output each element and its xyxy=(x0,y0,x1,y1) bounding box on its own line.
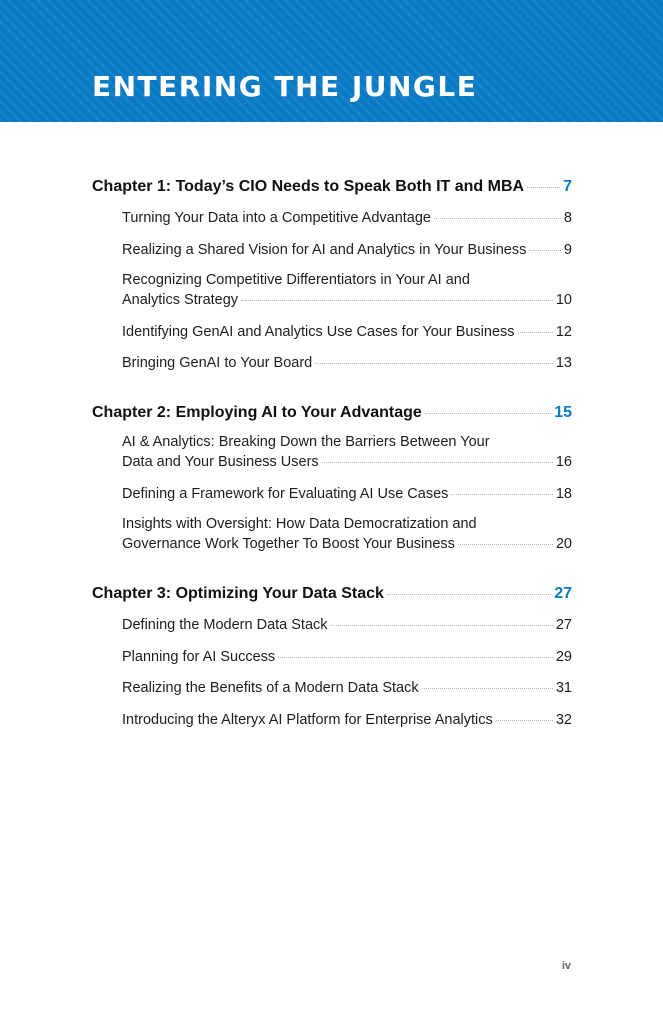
entry-title: Realizing a Shared Vision for AI and Analytics in Your Business xyxy=(122,242,527,258)
dot-leader xyxy=(496,720,553,721)
toc-entry[interactable] xyxy=(92,710,572,730)
entry-page-number: 10 xyxy=(555,292,572,308)
entry-title: Defining a Framework for Evaluating AI Use Cases xyxy=(122,486,449,502)
entry-title: Governance Work Together To Boost Your Business xyxy=(122,536,455,552)
entry-title: Realizing the Benefits of a Modern Data Stack xyxy=(122,680,419,696)
toc-entry[interactable] xyxy=(92,432,572,472)
toc-entry[interactable] xyxy=(92,647,572,667)
header-banner xyxy=(0,0,663,122)
entry-page-number: 8 xyxy=(563,210,572,226)
entry-page-number: 16 xyxy=(555,454,572,470)
page-folio: iv xyxy=(561,960,571,972)
entry-title-line: Insights with Oversight: How Data Democratization and xyxy=(122,516,477,532)
toc-entry[interactable] xyxy=(92,514,572,554)
toc-entry[interactable] xyxy=(92,615,572,635)
chapter-page-number: 15 xyxy=(554,404,572,421)
entry-page-number: 9 xyxy=(563,242,572,258)
toc-chapter-2[interactable] xyxy=(92,404,572,422)
entry-page-number: 27 xyxy=(555,617,572,633)
dot-leader xyxy=(527,187,560,188)
entry-title: Data and Your Business Users xyxy=(122,454,319,470)
dot-leader xyxy=(451,494,552,495)
chapter-title: Chapter 1: Today’s CIO Needs to Speak Both IT and MBA xyxy=(92,178,525,195)
entry-title-line: Recognizing Competitive Differentiators in Your AI and xyxy=(122,272,470,288)
chapter-title: Chapter 2: Employing AI to Your Advantage xyxy=(92,404,422,421)
toc-chapter-1[interactable] xyxy=(92,178,572,196)
chapter-page-number: 27 xyxy=(554,585,572,602)
entry-title: Introducing the Alteryx AI Platform for Enterprise Analytics xyxy=(122,712,493,728)
toc-entry[interactable] xyxy=(92,240,572,260)
toc-entry[interactable] xyxy=(92,353,572,373)
page-title: ENTERING THE JUNGLE xyxy=(92,70,478,103)
entry-page-number: 18 xyxy=(555,486,572,502)
dot-leader xyxy=(315,363,553,364)
entry-page-number: 20 xyxy=(555,536,572,552)
entry-page-number: 32 xyxy=(555,712,572,728)
dot-leader xyxy=(518,332,553,333)
toc-entry[interactable] xyxy=(92,484,572,504)
entry-page-number: 13 xyxy=(555,355,572,371)
dot-leader xyxy=(529,250,561,251)
entry-title: Planning for AI Success xyxy=(122,649,276,665)
entry-title: Analytics Strategy xyxy=(122,292,239,308)
toc-entry[interactable] xyxy=(92,208,572,228)
chapter-page-number: 7 xyxy=(563,178,572,195)
toc-chapter-3[interactable] xyxy=(92,585,572,603)
dot-leader xyxy=(458,544,553,545)
dot-leader xyxy=(278,657,553,658)
dot-leader xyxy=(422,688,553,689)
entry-page-number: 31 xyxy=(555,680,572,696)
dot-leader xyxy=(331,625,553,626)
dot-leader xyxy=(387,594,551,595)
entry-title: Defining the Modern Data Stack xyxy=(122,617,328,633)
dot-leader xyxy=(241,300,553,301)
entry-title: Identifying GenAI and Analytics Use Cases for Your Business xyxy=(122,324,515,340)
dot-leader xyxy=(434,218,561,219)
dot-leader xyxy=(322,462,553,463)
toc-entry[interactable] xyxy=(92,270,572,310)
entry-page-number: 29 xyxy=(555,649,572,665)
entry-title-line: AI & Analytics: Breaking Down the Barriers Between Your xyxy=(122,434,490,450)
entry-title: Turning Your Data into a Competitive Advantage xyxy=(122,210,431,226)
entry-title: Bringing GenAI to Your Board xyxy=(122,355,313,371)
chapter-title: Chapter 3: Optimizing Your Data Stack xyxy=(92,585,384,602)
toc-entry[interactable] xyxy=(92,678,572,698)
toc-entry[interactable] xyxy=(92,322,572,342)
dot-leader xyxy=(425,413,551,414)
entry-page-number: 12 xyxy=(555,324,572,340)
